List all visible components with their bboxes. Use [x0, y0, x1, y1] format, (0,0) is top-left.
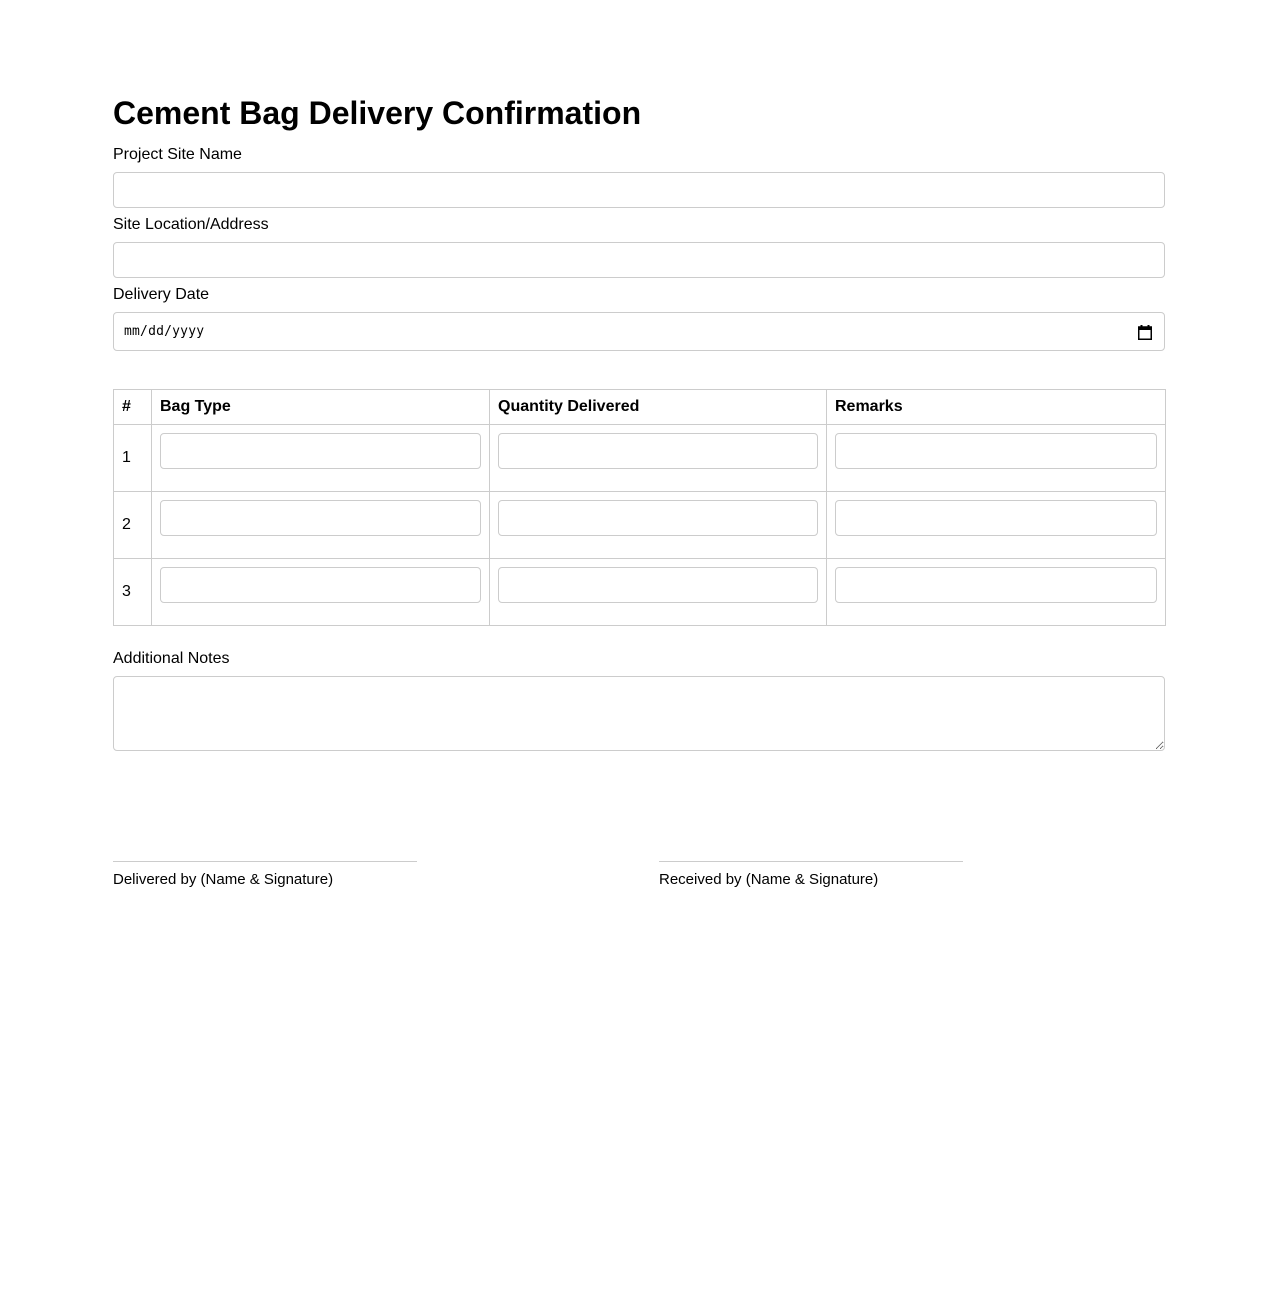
received-by-label: Received by (Name & Signature) [659, 871, 879, 888]
remarks-input[interactable] [835, 567, 1157, 603]
bag-type-cell [152, 492, 490, 559]
quantity-cell [490, 425, 827, 492]
header-remarks: Remarks [827, 390, 1166, 425]
delivered-by-signature [113, 861, 417, 888]
bag-type-cell [152, 425, 490, 492]
bag-type-input[interactable] [160, 567, 481, 603]
quantity-delivered-input[interactable] [498, 567, 818, 603]
remarks-input[interactable] [835, 433, 1157, 469]
row-number: 2 [114, 492, 152, 559]
quantity-delivered-input[interactable] [498, 500, 818, 536]
quantity-delivered-input[interactable] [498, 433, 818, 469]
delivery-form-page [113, 0, 1165, 901]
project-site-name-label: Project Site Name [113, 146, 242, 163]
delivered-by-signature-line [113, 861, 417, 862]
additional-notes-textarea[interactable] [113, 676, 1165, 751]
site-location-label: Site Location/Address [113, 216, 269, 233]
table-row [114, 425, 1166, 492]
remarks-cell [827, 425, 1166, 492]
quantity-cell [490, 492, 827, 559]
received-by-signature [659, 861, 963, 888]
header-number: # [114, 390, 152, 425]
site-location-input[interactable] [113, 242, 1165, 278]
table-row [114, 559, 1166, 626]
received-by-signature-line [659, 861, 963, 862]
additional-notes-label: Additional Notes [113, 650, 230, 667]
bag-type-input[interactable] [160, 433, 481, 469]
remarks-cell [827, 559, 1166, 626]
delivery-date-placeholder: mm/dd/yyyy [124, 324, 205, 339]
calendar-icon[interactable] [1138, 325, 1152, 340]
delivery-date-input[interactable] [113, 312, 1165, 351]
row-number: 1 [114, 425, 152, 492]
row-number: 3 [114, 559, 152, 626]
remarks-cell [827, 492, 1166, 559]
quantity-cell [490, 559, 827, 626]
bag-items-table [113, 389, 1166, 626]
page-title: Cement Bag Delivery Confirmation [113, 95, 642, 131]
table-header-row [114, 390, 1166, 425]
header-quantity-delivered: Quantity Delivered [490, 390, 827, 425]
delivered-by-label: Delivered by (Name & Signature) [113, 871, 334, 888]
bag-type-input[interactable] [160, 500, 481, 536]
header-bag-type: Bag Type [152, 390, 490, 425]
signature-section [113, 861, 1165, 901]
project-site-name-input[interactable] [113, 172, 1165, 208]
delivery-date-label: Delivery Date [113, 286, 210, 303]
remarks-input[interactable] [835, 500, 1157, 536]
bag-type-cell [152, 559, 490, 626]
table-row [114, 492, 1166, 559]
